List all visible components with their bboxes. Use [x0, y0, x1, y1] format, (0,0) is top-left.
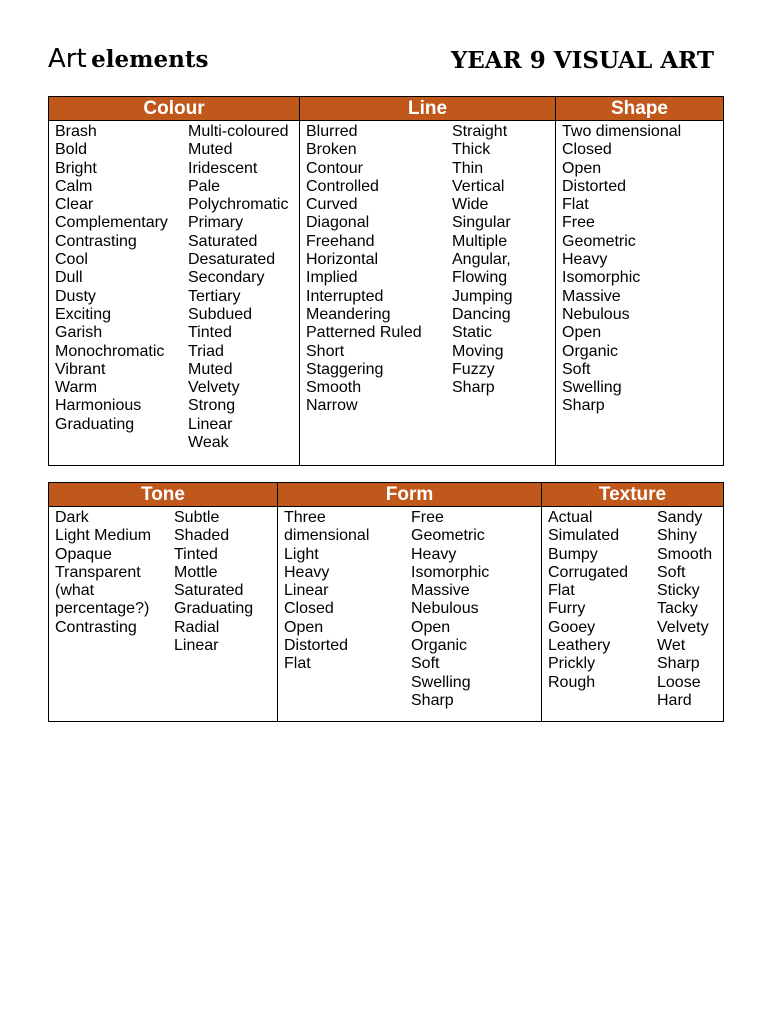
art-term: Static — [452, 324, 493, 342]
art-term: Vibrant — [55, 360, 106, 378]
art-term: Open — [411, 618, 451, 636]
art-term: Tacky — [657, 600, 698, 618]
art-term: Loose — [657, 673, 701, 691]
art-term: Heavy — [562, 251, 608, 269]
art-term: Broken — [306, 141, 357, 159]
art-term: Interrupted — [306, 287, 384, 305]
art-term: Monochromatic — [55, 342, 165, 360]
art-term: Closed — [284, 600, 334, 618]
art-term: Distorted — [284, 637, 349, 655]
art-term: Complementary — [55, 214, 168, 232]
art-term: Sharp — [657, 655, 700, 673]
art-term: Contrasting — [55, 618, 137, 636]
art-term: Wet — [657, 637, 686, 655]
art-term: Two dimensional — [562, 123, 682, 140]
art-term: Garish — [55, 324, 103, 342]
art-term: Brash — [55, 123, 97, 140]
art-term: Saturated — [174, 582, 244, 600]
art-term: Implied — [306, 269, 358, 287]
art-term: Free — [411, 509, 444, 526]
art-term: Mottle — [174, 563, 218, 581]
art-term: Shiny — [657, 527, 698, 545]
art-term: Subdued — [188, 305, 253, 323]
colour-word-list — [188, 123, 288, 452]
art-term: Massive — [411, 582, 470, 600]
colour-heading: Colour — [49, 97, 300, 121]
art-term: dimensional — [284, 527, 370, 545]
art-term: Triad — [188, 342, 224, 360]
line-word-list — [306, 123, 452, 416]
art-term: Tinted — [174, 545, 218, 563]
line-word-list — [452, 123, 512, 416]
art-term: Linear — [188, 415, 233, 433]
colour-word-list — [55, 123, 188, 452]
line-cell — [300, 121, 556, 466]
art-term: Opaque — [55, 545, 112, 563]
art-term: Heavy — [284, 563, 330, 581]
art-term: Diagonal — [306, 214, 370, 232]
art-term: Controlled — [306, 177, 379, 195]
art-term: Open — [562, 159, 602, 177]
art-term: Iridescent — [188, 159, 258, 177]
art-term: Sharp — [562, 397, 605, 415]
art-term: Organic — [411, 637, 468, 655]
tone-heading: Tone — [49, 483, 278, 507]
art-term: Isomorphic — [562, 269, 641, 287]
art-term: Radial — [174, 618, 220, 636]
art-term: Shaded — [174, 527, 230, 545]
texture-heading: Texture — [542, 483, 724, 507]
art-term: Fuzzy — [452, 360, 495, 378]
shape-heading: Shape — [556, 97, 724, 121]
art-term: Bright — [55, 159, 97, 177]
texture-word-list — [548, 509, 657, 710]
art-term: Vertical — [452, 177, 505, 195]
art-term: Contour — [306, 159, 363, 177]
art-term: Smooth — [657, 545, 713, 563]
art-term: Open — [562, 324, 602, 342]
art-term: Transparent — [55, 563, 141, 581]
art-term: Straight — [452, 123, 508, 140]
art-term: Gooey — [548, 618, 596, 636]
art-term: Soft — [411, 655, 440, 673]
art-term: Desaturated — [188, 251, 276, 269]
texture-word-list — [657, 509, 712, 710]
art-term: Isomorphic — [411, 563, 490, 581]
art-term: Singular — [452, 214, 511, 232]
art-term: Exciting — [55, 305, 112, 323]
art-term: Smooth — [306, 379, 362, 397]
shape-cell — [556, 121, 724, 466]
art-term: Bold — [55, 141, 88, 159]
art-term: Flowing — [452, 269, 508, 287]
art-term: Closed — [562, 141, 612, 159]
art-term: Pale — [188, 177, 221, 195]
art-term: Soft — [657, 563, 686, 581]
form-word-list — [411, 509, 489, 710]
art-term: Sharp — [411, 691, 454, 709]
tone-word-list — [174, 509, 253, 655]
art-term: Narrow — [306, 397, 358, 415]
art-term: Geometric — [411, 527, 485, 545]
title-art: Art — [48, 44, 87, 74]
art-term: Massive — [562, 287, 621, 305]
art-term: Distorted — [562, 177, 627, 195]
art-term: Dark — [55, 509, 89, 526]
art-term: Tertiary — [188, 287, 241, 305]
art-term: Horizontal — [306, 251, 379, 269]
elements-table-1 — [48, 96, 724, 466]
art-term: Saturated — [188, 232, 258, 250]
art-term: Simulated — [548, 527, 620, 545]
shape-word-list — [562, 123, 681, 416]
art-term: Clear — [55, 196, 94, 214]
art-term: Thin — [452, 159, 484, 177]
art-term: Light — [284, 545, 319, 563]
art-term: Corrugated — [548, 563, 629, 581]
art-term: Swelling — [562, 379, 622, 397]
art-term: Flat — [548, 582, 575, 600]
page-title — [48, 44, 208, 74]
art-term: Nebulous — [562, 305, 630, 323]
page-subtitle: YEAR 9 VISUAL ART — [450, 47, 714, 74]
art-term: Blurred — [306, 123, 358, 140]
title-elements: elements — [91, 46, 209, 73]
art-term: Actual — [548, 509, 593, 526]
form-heading: Form — [278, 483, 542, 507]
art-term: Flat — [562, 196, 589, 214]
art-term: Dusty — [55, 287, 96, 305]
art-term: Sandy — [657, 509, 703, 526]
art-term: Open — [284, 618, 324, 636]
art-term: Secondary — [188, 269, 265, 287]
art-term: Sharp — [452, 379, 495, 397]
art-term: Moving — [452, 342, 504, 360]
art-term: Dull — [55, 269, 83, 287]
art-term: Staggering — [306, 360, 384, 378]
art-term: Bumpy — [548, 545, 598, 563]
tone-word-list — [55, 509, 174, 655]
art-term: Sticky — [657, 582, 700, 600]
art-term: Geometric — [562, 232, 636, 250]
art-term: Angular, — [452, 251, 511, 269]
art-term: Freehand — [306, 232, 375, 250]
colour-cell — [49, 121, 300, 466]
art-term: Swelling — [411, 673, 471, 691]
art-term: Velvety — [657, 618, 709, 636]
art-term: Leathery — [548, 637, 611, 655]
art-term: Multiple — [452, 232, 508, 250]
art-term: (what — [55, 582, 95, 600]
art-term: Wide — [452, 196, 489, 214]
texture-cell — [542, 507, 724, 722]
art-term: Organic — [562, 342, 619, 360]
art-term: Rough — [548, 673, 596, 691]
art-term: Warm — [55, 379, 98, 397]
art-term: Subtle — [174, 509, 220, 526]
art-term: Graduating — [55, 415, 135, 433]
line-heading: Line — [300, 97, 556, 121]
art-term: Meandering — [306, 305, 391, 323]
art-term: Graduating — [174, 600, 254, 618]
art-term: Primary — [188, 214, 244, 232]
art-term: Curved — [306, 196, 358, 214]
art-term: Strong — [188, 397, 236, 415]
art-term: Soft — [562, 360, 591, 378]
art-term: Heavy — [411, 545, 457, 563]
art-term: Nebulous — [411, 600, 479, 618]
art-term: Harmonious — [55, 397, 142, 415]
art-term: Weak — [188, 434, 229, 452]
form-cell — [278, 507, 542, 722]
art-term: Three — [284, 509, 326, 526]
art-term: Prickly — [548, 655, 596, 673]
art-term: Cool — [55, 251, 88, 269]
art-term: Linear — [174, 637, 219, 655]
art-term: Thick — [452, 141, 491, 159]
art-term: Short — [306, 342, 345, 360]
art-term: percentage?) — [55, 600, 150, 618]
art-term: Patterned Ruled — [306, 324, 422, 342]
art-term: Free — [562, 214, 595, 232]
art-term: Hard — [657, 691, 692, 709]
art-term: Jumping — [452, 287, 513, 305]
art-term: Tinted — [188, 324, 232, 342]
form-word-list — [284, 509, 411, 710]
art-term: Velvety — [188, 379, 240, 397]
art-term: Furry — [548, 600, 586, 618]
elements-table-2 — [48, 482, 724, 722]
art-term: Polychromatic — [188, 196, 289, 214]
art-term: Flat — [284, 655, 311, 673]
art-term: Light Medium — [55, 527, 152, 545]
art-term: Muted — [188, 141, 233, 159]
tone-cell — [49, 507, 278, 722]
art-term: Linear — [284, 582, 329, 600]
art-term: Multi-coloured — [188, 123, 289, 140]
art-term: Calm — [55, 177, 93, 195]
art-term: Contrasting — [55, 232, 137, 250]
art-term: Dancing — [452, 305, 511, 323]
art-term: Muted — [188, 360, 233, 378]
